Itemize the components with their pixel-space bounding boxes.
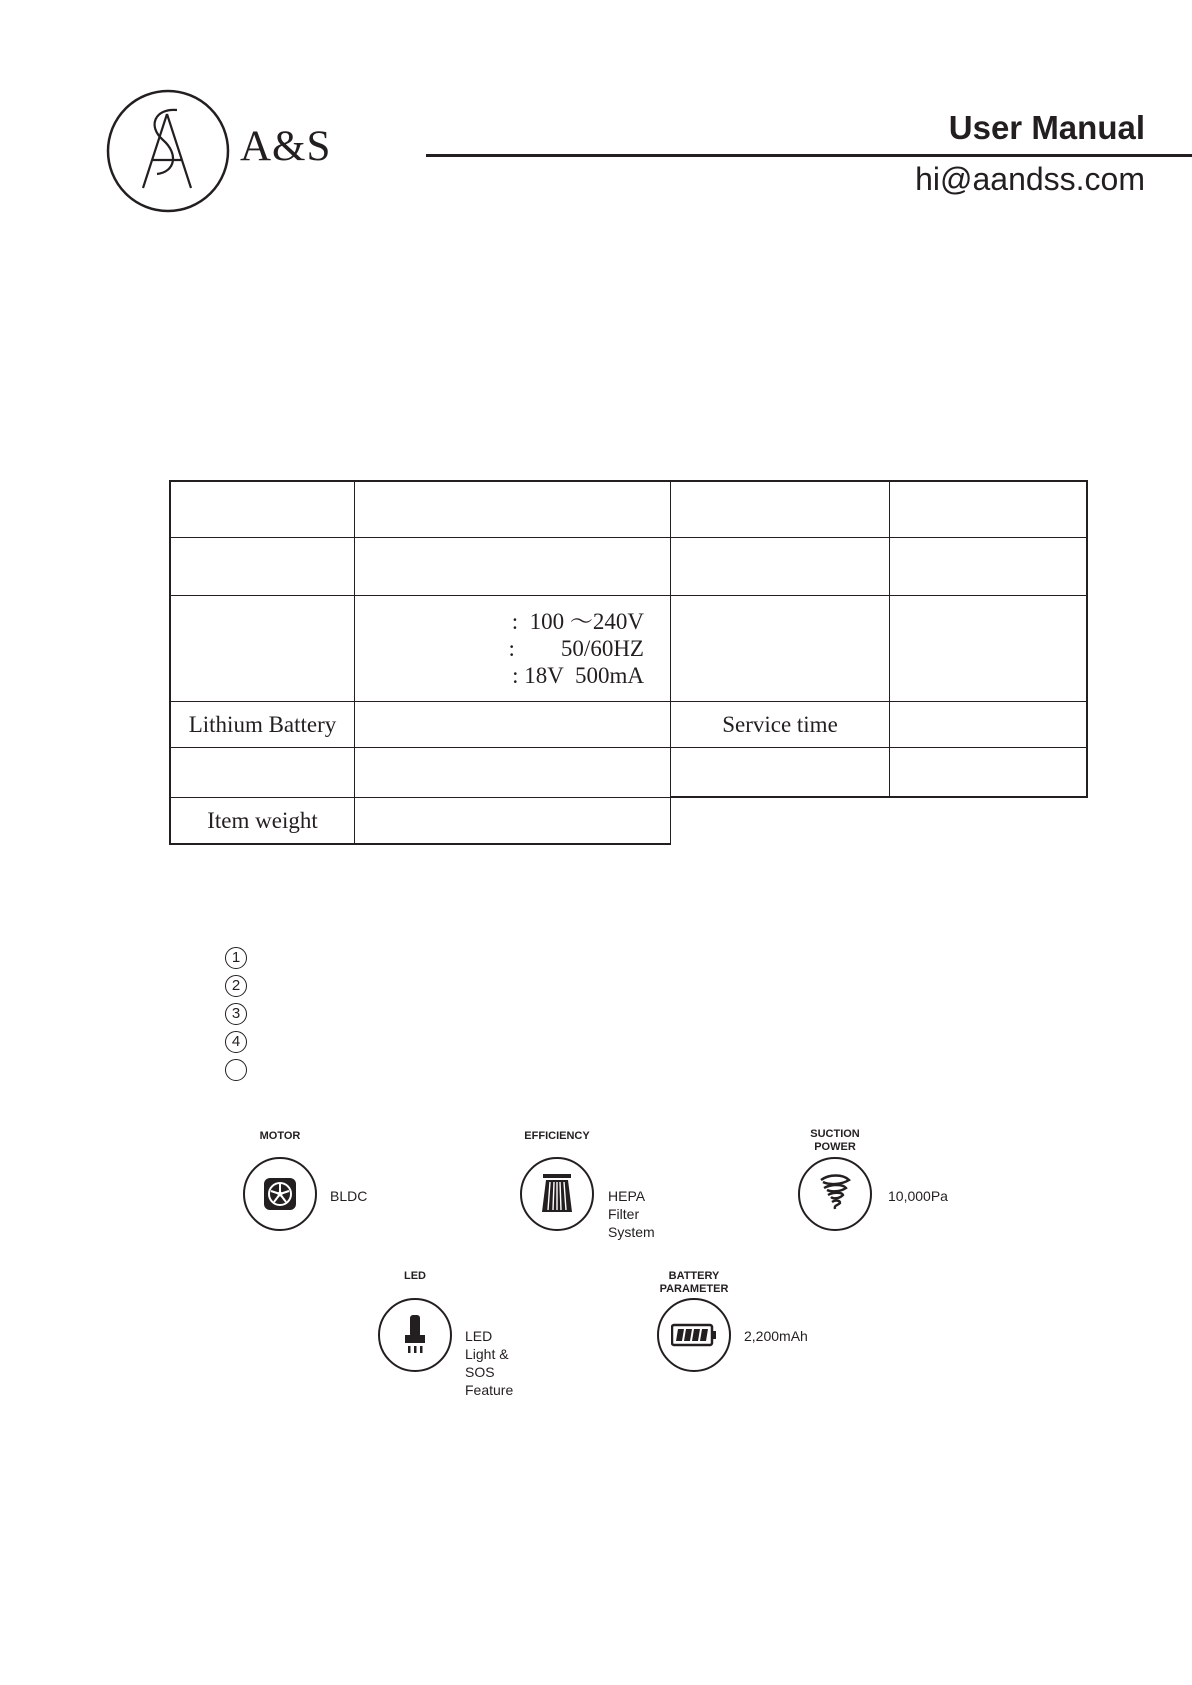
table-row bbox=[169, 748, 1088, 798]
page-title: User Manual bbox=[948, 109, 1145, 146]
feature-icon-circle bbox=[657, 1298, 731, 1372]
table-cell bbox=[169, 596, 355, 702]
table-cell bbox=[671, 538, 890, 596]
table-cell bbox=[355, 748, 671, 798]
table-cell bbox=[671, 480, 890, 538]
table-row bbox=[169, 480, 1088, 538]
table-cell bbox=[355, 798, 671, 845]
feature-heading: SUCTION POWER bbox=[810, 1128, 860, 1153]
power-spec-cell bbox=[355, 596, 671, 702]
feature-icon-circle bbox=[798, 1157, 872, 1231]
numbered-list bbox=[225, 947, 247, 1087]
output-value: : 18V 500mA bbox=[512, 663, 644, 688]
table-cell bbox=[890, 748, 1088, 798]
feature-value: 2,200mAh bbox=[744, 1328, 808, 1344]
feature-value: HEPA Filter System bbox=[608, 1188, 655, 1240]
input-voltage-value: : 100 ～240V bbox=[511, 609, 644, 634]
feature-value: 10,000Pa bbox=[888, 1188, 948, 1204]
motor-fan-icon bbox=[260, 1174, 300, 1214]
battery-icon bbox=[671, 1322, 717, 1348]
frequency-value: : 50/60HZ bbox=[508, 636, 644, 661]
hepa-filter-icon bbox=[537, 1172, 577, 1216]
feature-heading: MOTOR bbox=[259, 1130, 301, 1142]
table-cell bbox=[671, 596, 890, 702]
feature-heading: LED bbox=[404, 1270, 426, 1282]
header-divider bbox=[426, 154, 1192, 157]
flashlight-icon bbox=[400, 1313, 430, 1357]
table-row bbox=[169, 596, 1088, 702]
feature-heading: EFFICIENCY bbox=[524, 1130, 590, 1142]
spec-table bbox=[169, 480, 1088, 845]
service-time-label: Service time bbox=[671, 702, 890, 748]
contact-email: hi@aandss.com bbox=[915, 161, 1145, 197]
table-cell bbox=[890, 702, 1088, 748]
list-number: 1 bbox=[225, 947, 247, 969]
table-cell bbox=[355, 538, 671, 596]
weight-label: Item weight bbox=[169, 798, 355, 845]
feature-icon-circle bbox=[378, 1298, 452, 1372]
feature-heading: BATTERY PARAMETER bbox=[659, 1270, 729, 1295]
brand-logo bbox=[105, 88, 231, 214]
feature-icon-circle bbox=[520, 1157, 594, 1231]
battery-label: Lithium Battery bbox=[169, 702, 355, 748]
list-number: 2 bbox=[225, 975, 247, 997]
as-monogram-icon bbox=[105, 88, 231, 214]
table-row bbox=[169, 538, 1088, 596]
feature-icon-circle bbox=[243, 1157, 317, 1231]
feature-value: BLDC bbox=[330, 1188, 368, 1204]
table-cell bbox=[890, 596, 1088, 702]
list-number bbox=[225, 1059, 247, 1081]
table-row bbox=[169, 702, 1088, 748]
table-cell bbox=[169, 748, 355, 798]
table-cell bbox=[355, 702, 671, 748]
table-cell bbox=[671, 748, 890, 798]
list-number: 4 bbox=[225, 1031, 247, 1053]
tornado-icon bbox=[815, 1172, 855, 1216]
feature-value: LED Light & SOS Feature bbox=[465, 1328, 514, 1398]
table-cell bbox=[169, 480, 355, 538]
brand-name: A&S bbox=[240, 123, 332, 170]
list-number: 3 bbox=[225, 1003, 247, 1025]
table-cell bbox=[355, 480, 671, 538]
table-row bbox=[169, 798, 1088, 845]
table-cell bbox=[890, 538, 1088, 596]
table-cell bbox=[890, 480, 1088, 538]
table-cell bbox=[169, 538, 355, 596]
